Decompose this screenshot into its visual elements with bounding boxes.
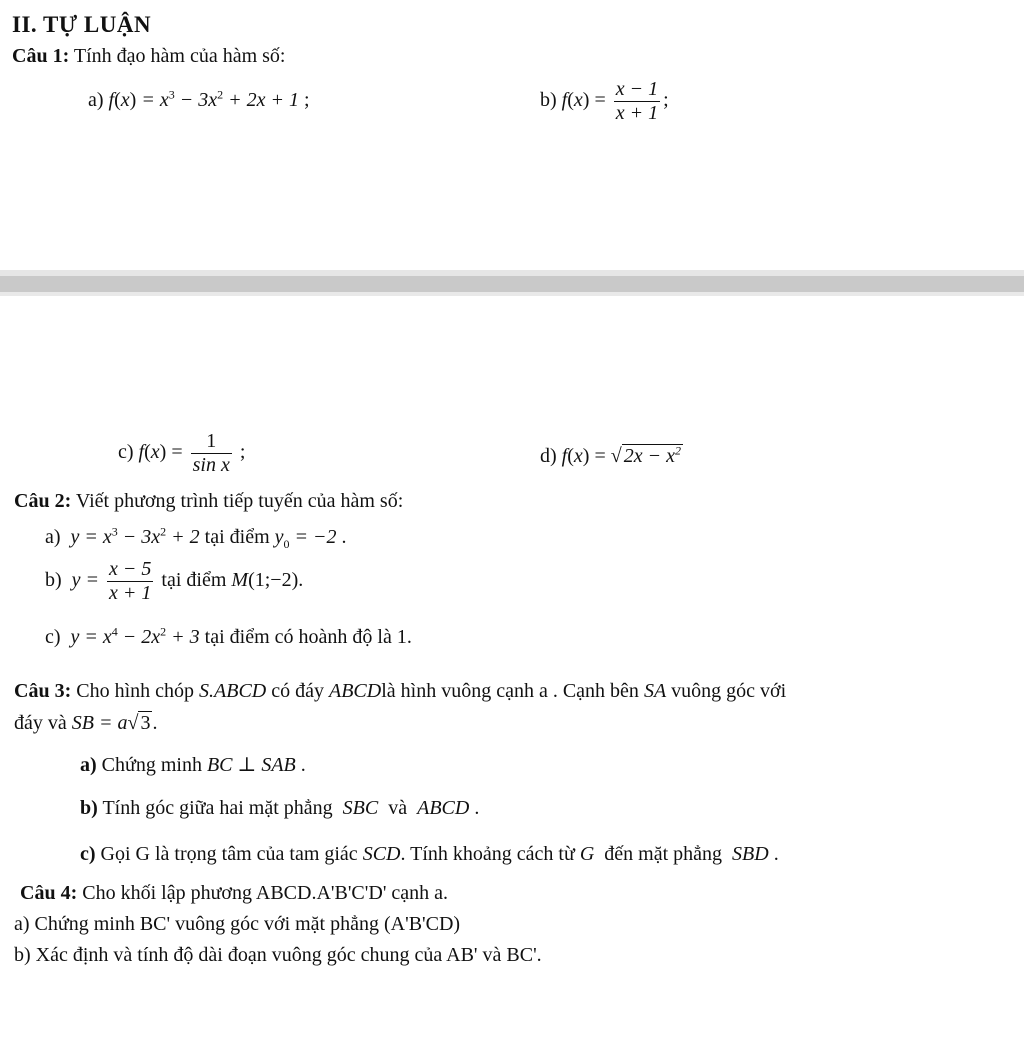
q1-b-num: x − 1 xyxy=(615,78,659,100)
q1-text: Tính đạo hàm của hàm số: xyxy=(73,45,286,67)
q1-c-fraction xyxy=(191,430,232,477)
q3-a-label: a) xyxy=(80,754,97,776)
q2-text: Viết phương trình tiếp tuyến của hàm số: xyxy=(75,490,404,512)
q1-b-fx: f xyxy=(561,89,568,112)
q3-line1-d: vuông góc với xyxy=(671,680,787,702)
q3-radicand: 3 xyxy=(140,712,151,734)
q3-c-label: c) xyxy=(80,843,96,865)
q3-c-text3: đến mặt phẳng xyxy=(604,843,723,865)
q2-a-expr2: − 3x xyxy=(117,526,161,548)
q3-c-text1: Gọi G là trọng tâm của tam giác xyxy=(100,843,358,865)
q2-a-point-val: = −2 xyxy=(289,526,337,548)
q1-c-label: c) xyxy=(118,441,134,464)
q2-c: c) $y = x^4 - 2x^2 + 3$ tại điểm có hoành độ là 1. xyxy=(45,624,412,648)
q3-sqrt: √ 3 xyxy=(127,712,151,734)
q3-line1-a: Cho hình chóp xyxy=(76,680,195,702)
q2-b-y: y = xyxy=(71,569,100,592)
q3-label: Câu 3: xyxy=(14,680,72,702)
q1-a-fx: f xyxy=(108,89,115,111)
q4-b: b) Xác định và tính độ dài đoạn vuông góc chung của AB' và BC'. xyxy=(14,944,542,966)
q4-heading xyxy=(20,882,448,905)
q3-b xyxy=(80,797,479,820)
q2-a-tail: tại điểm xyxy=(204,526,270,548)
q1-c-var: x xyxy=(150,441,160,464)
q4-text: Cho khối lập phương ABCD.A'B'C'D' cạnh a. xyxy=(82,882,449,904)
q1-a-rhs1: = x xyxy=(141,89,169,111)
q2-c-tail: tại điểm có hoành độ là 1. xyxy=(204,626,412,648)
q2-b-label: b) xyxy=(45,569,62,592)
section-title: II. TỰ LUẬN xyxy=(12,12,152,37)
q3-line1-b: có đáy xyxy=(271,680,324,702)
q1-b-label: b) xyxy=(540,89,557,112)
q3-b-plane1: SBC xyxy=(342,797,379,819)
q3-line2-a: đáy và xyxy=(14,712,67,734)
q1-d-var: x xyxy=(573,445,583,467)
q3-c-triangle: SCD xyxy=(362,843,401,865)
q2-label: Câu 2: xyxy=(14,490,72,512)
q2-b-den: x + 1 xyxy=(109,582,152,604)
q4-label: Câu 4: xyxy=(20,882,78,904)
q2-b-point: M xyxy=(231,569,249,592)
q2-heading xyxy=(14,490,403,513)
q2-a-expr1: y = x xyxy=(70,526,112,548)
q2-a-point-sub: 0 xyxy=(283,537,290,551)
q1-c-end: ; xyxy=(239,441,246,464)
q1-label: Câu 1: xyxy=(12,45,70,67)
q1-a-rhs3: + 2x + 1 xyxy=(223,89,299,111)
q3-c-plane: SBD xyxy=(732,843,769,865)
q3-b-end: . xyxy=(474,797,480,819)
q2-b-coords: (1;−2) xyxy=(248,569,299,592)
q1-b: b) f(x) = $\frac{x - 1}{x + 1}$ ; xyxy=(540,78,669,124)
q2-a-end: . xyxy=(341,526,347,548)
q2-a-expr3: + 2 xyxy=(166,526,200,548)
q3-line2-end: . xyxy=(152,712,158,734)
q2-a: a) $y = x^3 - 3x^2 + 2$ tại điểm $y_0 = -2$ . xyxy=(45,524,347,551)
q1-d-fx: f xyxy=(561,445,568,467)
q4-a: a) Chứng minh BC' vuông góc với mặt phẳng (A'B'CD) xyxy=(14,913,461,935)
q1-b-den: x + 1 xyxy=(615,102,659,124)
q3-b-plane2: ABCD xyxy=(417,797,470,819)
q1-c-fx: f xyxy=(138,441,145,464)
q1-d-radicand: 2x − x xyxy=(623,445,675,467)
q3-c-point: G xyxy=(579,843,595,865)
q3-b-mid: và xyxy=(388,797,408,819)
q3-c xyxy=(80,843,779,866)
q2-b-fraction xyxy=(107,558,153,605)
q3-a xyxy=(80,752,306,777)
q3-line2 xyxy=(14,712,157,735)
q1-a-var: x xyxy=(120,89,130,111)
q3-line1 xyxy=(14,680,786,703)
q2-a-point-y: y xyxy=(274,526,284,548)
q3-b-label: b) xyxy=(80,797,98,819)
q2-c-label: c) xyxy=(45,626,61,648)
q1-c-den: sin x xyxy=(192,454,230,476)
q3-a-math: BC ⊥ SAB xyxy=(206,754,296,776)
q3-a-text: Chứng minh xyxy=(101,754,202,776)
q3-line1-c: là hình vuông cạnh a . Cạnh bên xyxy=(381,680,639,702)
q3-c-end: . xyxy=(773,843,779,865)
divider-bar xyxy=(0,276,1024,292)
q3-b-text: Tính góc giữa hai mặt phẳng xyxy=(102,797,333,819)
q3-sb: SB = a xyxy=(71,712,128,734)
q2-b-num: x − 5 xyxy=(109,558,152,580)
q2-b-end: . xyxy=(298,569,304,592)
q3-edge: SA xyxy=(643,680,667,702)
q1-a-label: a) xyxy=(88,89,104,111)
q3-pyramid: S.ABCD xyxy=(199,680,267,702)
q3-a-end: . xyxy=(300,754,306,776)
q1-b-end: ; xyxy=(663,89,669,112)
q1-a: a) $f(x) = x^3 - 3x^2 + 2x + 1$ ; xyxy=(88,87,310,111)
q1-d-sqrt: √ $2x - x^2$ xyxy=(610,443,681,467)
q1-heading xyxy=(12,45,286,68)
q2-b xyxy=(45,558,303,605)
q2-a-label: a) xyxy=(45,526,61,548)
q1-d: d) f(x) = √ $2x - x^2$ xyxy=(540,443,681,467)
q1-d-label: d) xyxy=(540,445,557,467)
q1-c: c) f(x) = $\frac{1}{\text{sin x}}$ ; xyxy=(118,430,246,476)
q1-c-num: 1 xyxy=(191,430,232,454)
q1-a-end: ; xyxy=(303,89,310,111)
q3-c-text2: . Tính khoảng cách từ xyxy=(400,843,575,865)
q1-b-fraction xyxy=(614,78,660,125)
q1-b-var: x xyxy=(573,89,583,112)
q2-c-expr1: y = x xyxy=(70,626,112,648)
q2-b-tail: tại điểm xyxy=(161,569,227,592)
q1-a-rhs2: − 3x xyxy=(174,89,218,111)
divider-shadow xyxy=(0,292,1024,296)
q2-c-expr3: + 3 xyxy=(166,626,200,648)
q2-c-expr2: − 2x xyxy=(117,626,161,648)
q3-base: ABCD xyxy=(329,680,382,702)
